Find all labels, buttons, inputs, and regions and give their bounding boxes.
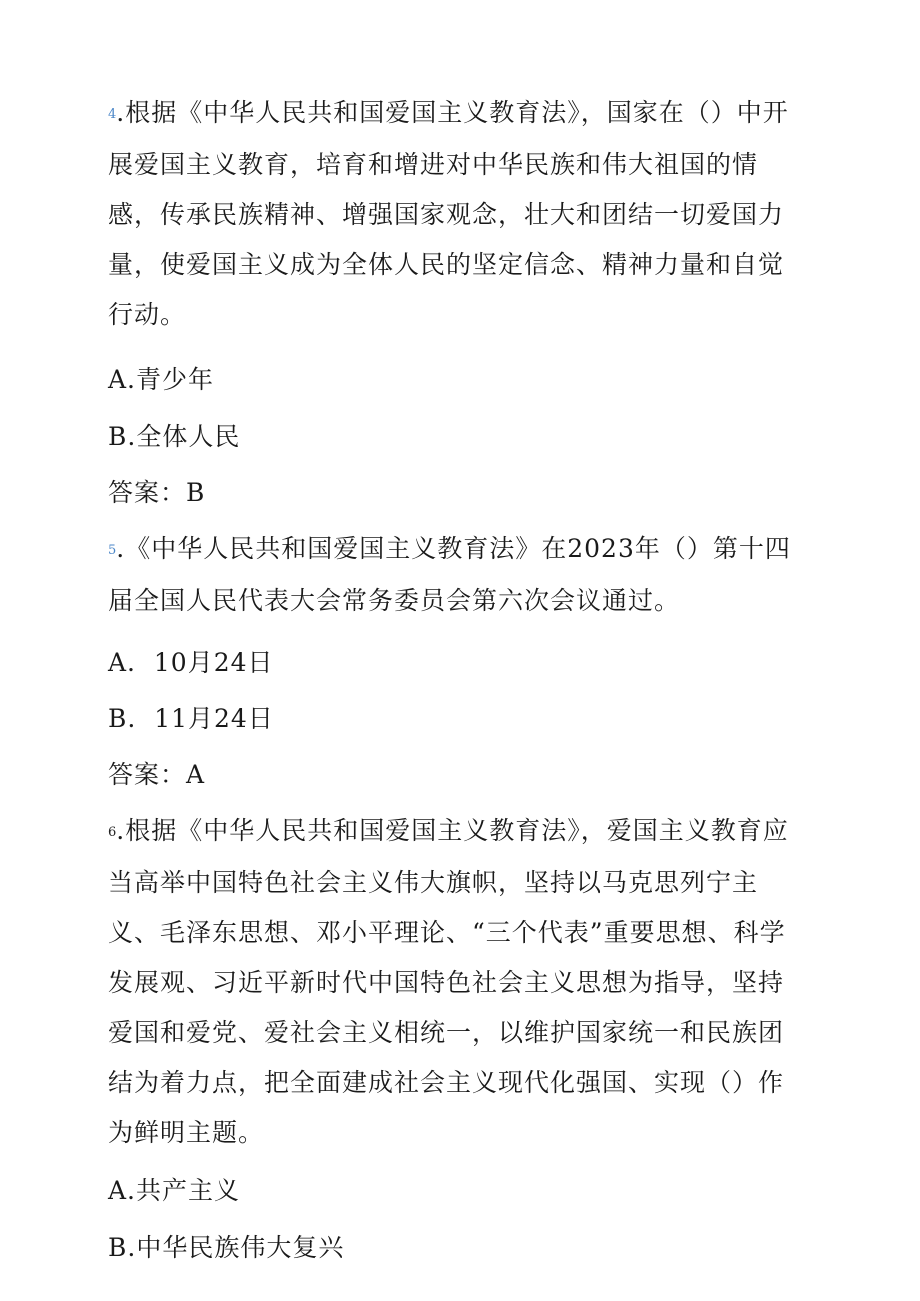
question-6-stem: [108, 806, 808, 1158]
question-6-text: .根据《中华人民共和国爱国主义教育法》，爱国主义教育应当高举中国特色社会主义伟大旗帜，坚持以马克思列宁主义、毛泽东思想、邓小平理论、“三个代表”重要思想、科学发展观、习近平新时代中国特色社会主义思想为指导，坚持爱国和爱党、爱社会主义相统一，以维护国家统一和民族团结为着力点，把全面建成社会主义现代化强国、实现（）作为鲜明主题。: [108, 816, 789, 1147]
question-5-number: 5: [108, 543, 117, 558]
question-5-text: .《中华人民共和国爱国主义教育法》在2023年（）第十四届全国人民代表大会常务委员会第六次会议通过。: [108, 534, 791, 615]
question-6-number: 6: [108, 825, 117, 840]
question-4-answer: 答案：B: [108, 478, 206, 507]
question-6-option-b: B.中华民族伟大复兴: [108, 1233, 345, 1262]
document-page: [108, 88, 808, 1263]
question-5-option-a: A. 10月24日: [108, 648, 274, 677]
question-4-option-a: A.青少年: [108, 365, 215, 394]
question-4-option-b: B.全体人民: [108, 422, 241, 451]
question-6-option-a: A.共产主义: [108, 1176, 241, 1205]
question-4-stem: [108, 88, 808, 340]
question-5-stem: [108, 524, 808, 626]
question-4-text: .根据《中华人民共和国爱国主义教育法》，国家在（）中开展爱国主义教育，培育和增进对中华民族和伟大祖国的情感，传承民族精神、增强国家观念，壮大和团结一切爱国力量，使爱国主义成为全体人民的坚定信念、精神力量和自觉行动。: [108, 98, 789, 329]
question-5-answer: 答案：A: [108, 760, 206, 789]
question-5-option-b: B. 11月24日: [108, 704, 274, 733]
question-4-number: 4: [108, 107, 117, 122]
